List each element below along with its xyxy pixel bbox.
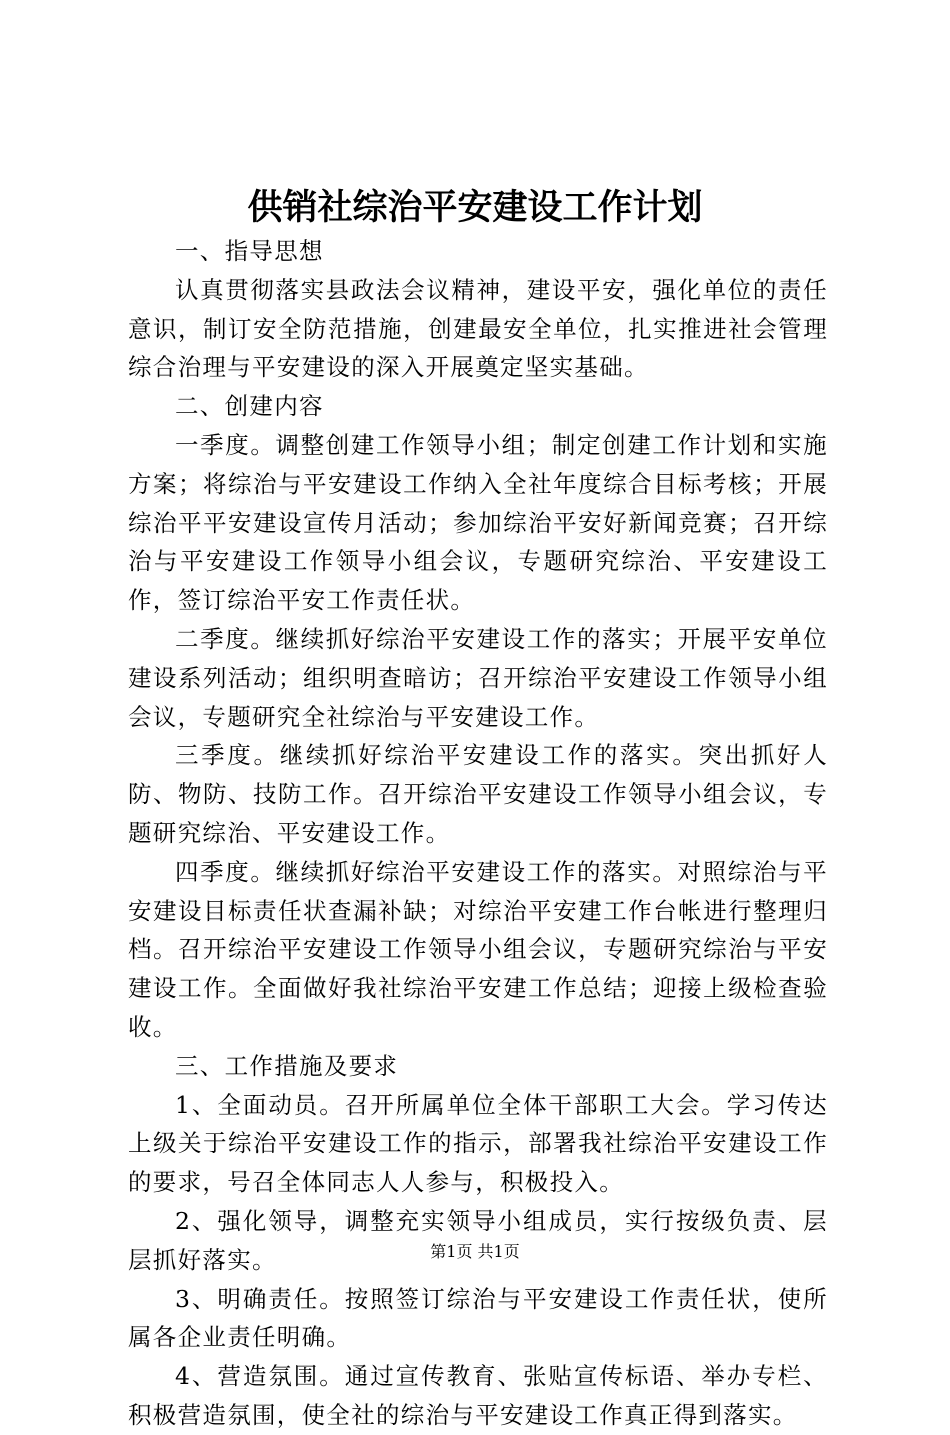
paragraph-measure-3: 3、明确责任。按照签订综治与平安建设工作责任状，使所属各企业责任明确。 — [128, 1284, 828, 1352]
paragraph-q2: 二季度。继续抓好综治平安建设工作的落实；开展平安单位建设系列活动；组织明查暗访；召开综治平安建设工作领导小组会议，专题研究全社综治与平安建设工作。 — [128, 624, 828, 731]
paragraph-q1: 一季度。调整创建工作领导小组；制定创建工作计划和实施方案；将综治与平安建设工作纳入全社年度综合目标考核；开展综治平平安建设宣传月活动；参加综治平安好新闻竞赛；召开综治与平安建设工作领导小组会议，专题研究综治、平安建设工作，签订综治平安工作责任状。 — [128, 430, 828, 615]
section-heading-measures: 三、工作措施及要求 — [175, 1051, 399, 1080]
page-footer: 第1页 共1页 — [430, 1242, 520, 1261]
paragraph-measure-1: 1、全面动员。召开所属单位全体干部职工大会。学习传达上级关于综治平安建设工作的指示，部署我社综治平安建设工作的要求，号召全体同志人人参与，积极投入。 — [128, 1090, 828, 1197]
paragraph-q4: 四季度。继续抓好综治平安建设工作的落实。对照综治与平安建设目标责任状查漏补缺；对综治平安建工作台帐进行整理归档。召开综治平安建设工作领导小组会议，专题研究综治与平安建设工作。全面做好我社综治平安建工作总结；迎接上级检查验收。 — [128, 857, 828, 1041]
paragraph-measure-4: 4、营造氛围。通过宣传教育、张贴宣传标语、举办专栏、积极营造氛围，使全社的综治与平安建设工作真正得到落实。 — [128, 1362, 828, 1429]
section-heading-content: 二、创建内容 — [175, 392, 324, 421]
paragraph-measure-2: 2、强化领导，调整充实领导小组成员，实行按级负责、层层抓好落实。 — [128, 1206, 828, 1274]
section-heading-guiding-ideology: 一、指导思想 — [175, 237, 324, 265]
paragraph-guiding-ideology: 认真贯彻落实县政法会议精神，建设平安，强化单位的责任意识，制订安全防范措施，创建最安全单位，扎实推进社会管理综合治理与平安建设的深入开展奠定坚实基础。 — [128, 275, 828, 382]
paragraph-q3: 三季度。继续抓好综治平安建设工作的落实。突出抓好人防、物防、技防工作。召开综治平安建设工作领导小组会议，专题研究综治、平安建设工作。 — [128, 741, 828, 847]
document-title: 供销社综治平安建设工作计划 — [247, 187, 703, 228]
